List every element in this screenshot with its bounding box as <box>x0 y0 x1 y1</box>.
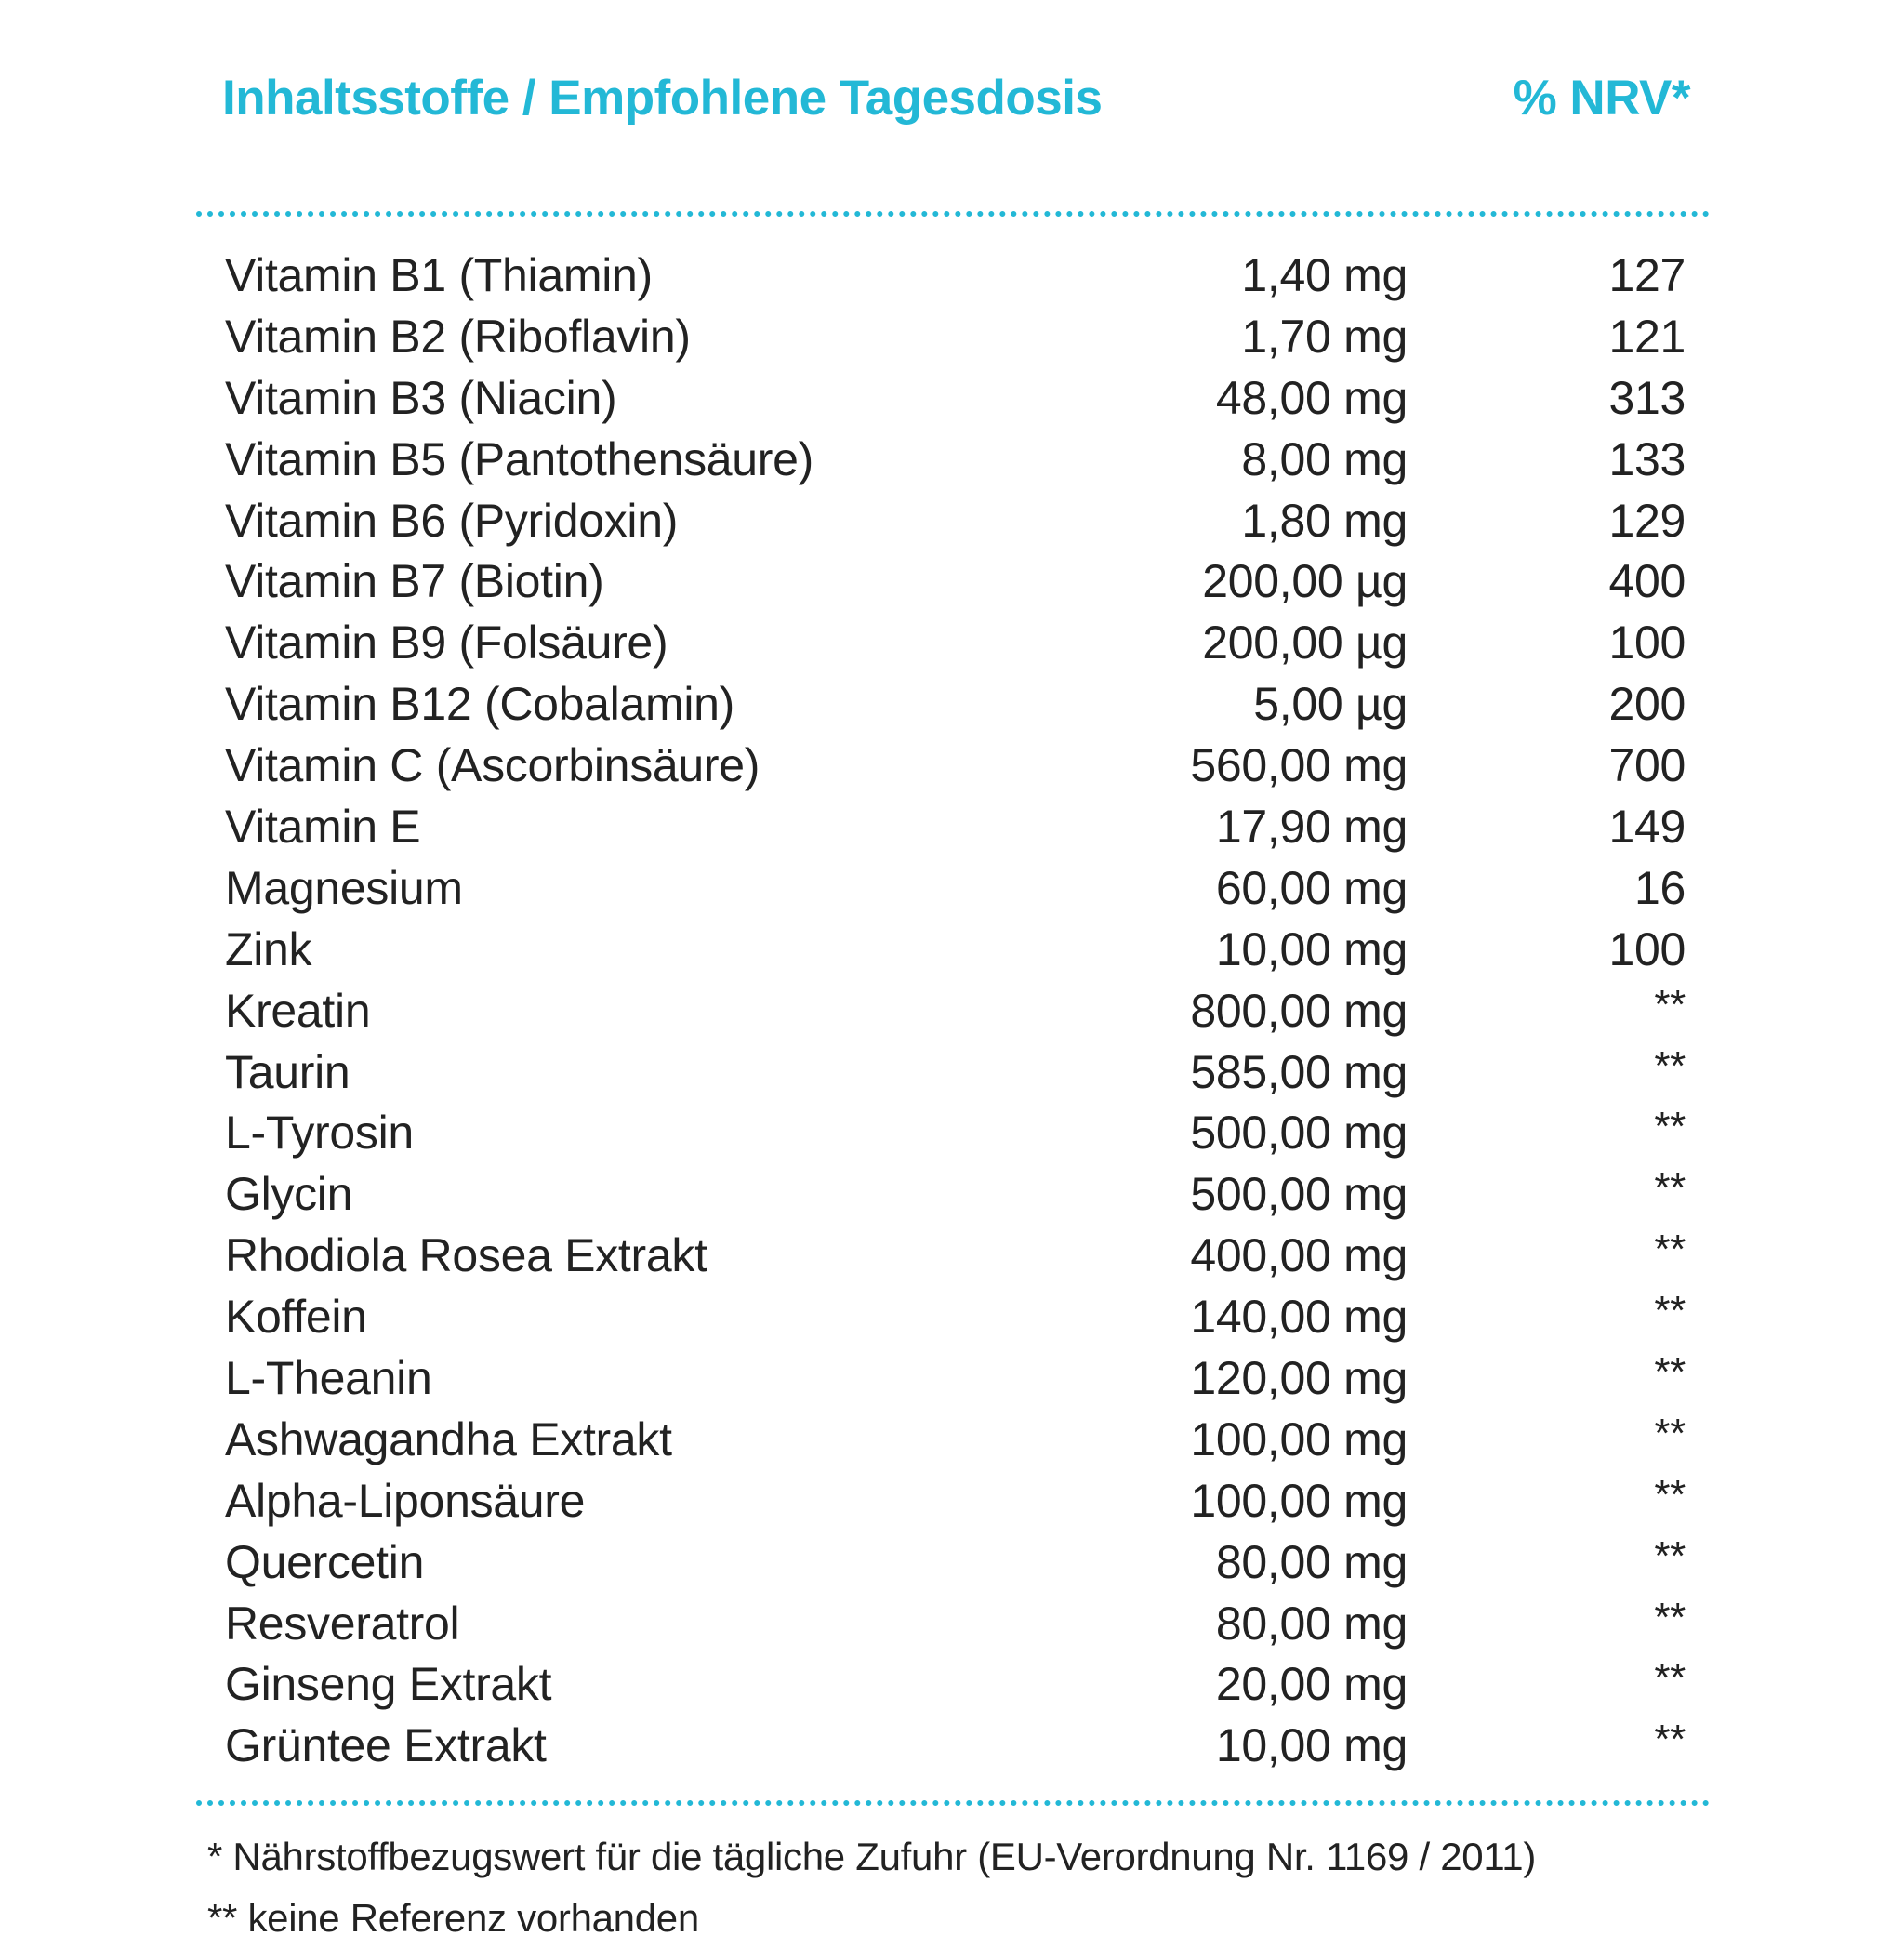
ingredient-amount: 80,00 mg <box>1215 1597 1408 1650</box>
ingredient-name: Vitamin B3 (Niacin) <box>225 371 617 424</box>
ingredient-name: Vitamin E <box>225 801 421 854</box>
ingredient-amount: 1,80 mg <box>1241 494 1408 547</box>
ingredient-amount: 5,00 µg <box>1253 678 1408 731</box>
nutrition-panel <box>196 70 1710 1949</box>
table-row <box>196 1595 1710 1656</box>
header-nrv: % NRV* <box>1513 71 1690 126</box>
ingredient-amount: 80,00 mg <box>1215 1535 1408 1588</box>
ingredient-name: L-Theanin <box>225 1352 432 1405</box>
ingredient-name: Zink <box>225 922 312 975</box>
ingredient-nrv: 129 <box>1608 494 1686 547</box>
ingredient-nrv: 16 <box>1633 861 1686 914</box>
ingredient-nrv: ** <box>1654 1410 1686 1456</box>
ingredient-amount: 400,00 mg <box>1190 1229 1408 1282</box>
ingredient-name: Rhodiola Rosea Extrakt <box>225 1229 707 1282</box>
ingredient-nrv: ** <box>1654 1717 1686 1763</box>
ingredient-amount: 200,00 µg <box>1202 555 1408 608</box>
ingredient-name: Vitamin B2 (Riboflavin) <box>225 310 691 363</box>
ingredient-nrv: ** <box>1654 1594 1686 1640</box>
ingredient-table <box>196 246 1710 1778</box>
table-row <box>196 1655 1710 1717</box>
ingredient-name: Magnesium <box>225 861 463 914</box>
ingredient-nrv: 200 <box>1608 678 1686 731</box>
top-dotted-divider <box>196 211 1710 217</box>
ingredient-name: Kreatin <box>225 984 371 1037</box>
ingredient-amount: 100,00 mg <box>1190 1474 1408 1527</box>
table-row <box>196 1104 1710 1165</box>
ingredient-nrv: 133 <box>1608 432 1686 485</box>
ingredient-nrv: ** <box>1654 1532 1686 1579</box>
table-row <box>196 1533 1710 1595</box>
ingredient-nrv: 121 <box>1608 310 1686 363</box>
table-row <box>196 798 1710 859</box>
table-row <box>196 921 1710 982</box>
footnote-nrv: * Nährstoffbezugswert für die tägliche Zufuhr (EU-Verordnung Nr. 1169 / 2011) <box>207 1835 1537 1879</box>
ingredient-name: Glycin <box>225 1168 353 1221</box>
ingredient-amount: 140,00 mg <box>1190 1291 1408 1344</box>
ingredient-nrv: ** <box>1654 981 1686 1028</box>
ingredient-amount: 585,00 mg <box>1190 1045 1408 1098</box>
ingredient-amount: 200,00 µg <box>1202 617 1408 670</box>
ingredient-nrv: 400 <box>1608 555 1686 608</box>
table-row <box>196 1717 1710 1778</box>
ingredient-amount: 60,00 mg <box>1215 861 1408 914</box>
ingredient-name: Quercetin <box>225 1535 425 1588</box>
ingredient-nrv: ** <box>1654 1655 1686 1702</box>
ingredient-amount: 17,90 mg <box>1215 801 1408 854</box>
table-row <box>196 1226 1710 1288</box>
table-row <box>196 1165 1710 1226</box>
bottom-dotted-divider <box>196 1800 1710 1806</box>
ingredient-nrv: ** <box>1654 1349 1686 1396</box>
ingredient-nrv: 313 <box>1608 371 1686 424</box>
table-row <box>196 1349 1710 1411</box>
ingredient-amount: 1,70 mg <box>1241 310 1408 363</box>
table-row <box>196 1288 1710 1349</box>
ingredient-amount: 48,00 mg <box>1215 371 1408 424</box>
table-row <box>196 431 1710 492</box>
table-row <box>196 552 1710 614</box>
ingredient-nrv: 149 <box>1608 801 1686 854</box>
ingredient-amount: 500,00 mg <box>1190 1168 1408 1221</box>
ingredient-name: Vitamin B5 (Pantothensäure) <box>225 432 814 485</box>
header-title: Inhaltsstoffe / Empfohlene Tagesdosis <box>222 71 1103 126</box>
ingredient-name: Ashwagandha Extrakt <box>225 1412 672 1465</box>
ingredient-name: Vitamin B7 (Biotin) <box>225 555 604 608</box>
table-row <box>196 1472 1710 1533</box>
ingredient-name: Taurin <box>225 1045 350 1098</box>
ingredient-name: Vitamin B12 (Cobalamin) <box>225 678 734 731</box>
ingredient-amount: 800,00 mg <box>1190 984 1408 1037</box>
table-row <box>196 675 1710 736</box>
ingredient-nrv: ** <box>1654 1104 1686 1150</box>
ingredient-nrv: 100 <box>1608 617 1686 670</box>
table-row <box>196 736 1710 798</box>
table-row <box>196 614 1710 675</box>
ingredient-name: L-Tyrosin <box>225 1107 414 1160</box>
ingredient-name: Vitamin C (Ascorbinsäure) <box>225 739 760 792</box>
ingredient-name: Resveratrol <box>225 1597 460 1650</box>
ingredient-amount: 8,00 mg <box>1241 432 1408 485</box>
ingredient-amount: 1,40 mg <box>1241 249 1408 301</box>
ingredient-amount: 120,00 mg <box>1190 1352 1408 1405</box>
ingredient-nrv: ** <box>1654 1288 1686 1334</box>
ingredient-name: Vitamin B9 (Folsäure) <box>225 617 668 670</box>
table-row <box>196 308 1710 369</box>
footnote-no-reference: ** keine Referenz vorhanden <box>207 1896 699 1941</box>
ingredient-nrv: 127 <box>1608 249 1686 301</box>
ingredient-nrv: 700 <box>1608 739 1686 792</box>
ingredient-name: Koffein <box>225 1291 367 1344</box>
table-row <box>196 859 1710 921</box>
ingredient-amount: 20,00 mg <box>1215 1658 1408 1711</box>
ingredient-nrv: ** <box>1654 1042 1686 1089</box>
table-row <box>196 369 1710 431</box>
ingredient-amount: 560,00 mg <box>1190 739 1408 792</box>
ingredient-nrv: 100 <box>1608 922 1686 975</box>
table-row <box>196 246 1710 308</box>
ingredient-amount: 10,00 mg <box>1215 1719 1408 1772</box>
footnotes <box>196 1826 1710 1949</box>
ingredient-nrv: ** <box>1654 1471 1686 1518</box>
table-header <box>196 70 1710 144</box>
table-row <box>196 492 1710 553</box>
ingredient-amount: 10,00 mg <box>1215 922 1408 975</box>
table-row <box>196 982 1710 1043</box>
ingredient-amount: 500,00 mg <box>1190 1107 1408 1160</box>
ingredient-name: Vitamin B6 (Pyridoxin) <box>225 494 679 547</box>
ingredient-amount: 100,00 mg <box>1190 1412 1408 1465</box>
table-row <box>196 1411 1710 1472</box>
ingredient-name: Vitamin B1 (Thiamin) <box>225 249 653 301</box>
ingredient-nrv: ** <box>1654 1226 1686 1273</box>
table-row <box>196 1043 1710 1105</box>
ingredient-name: Ginseng Extrakt <box>225 1658 552 1711</box>
ingredient-name: Alpha-Liponsäure <box>225 1474 586 1527</box>
ingredient-nrv: ** <box>1654 1165 1686 1212</box>
ingredient-name: Grüntee Extrakt <box>225 1719 547 1772</box>
